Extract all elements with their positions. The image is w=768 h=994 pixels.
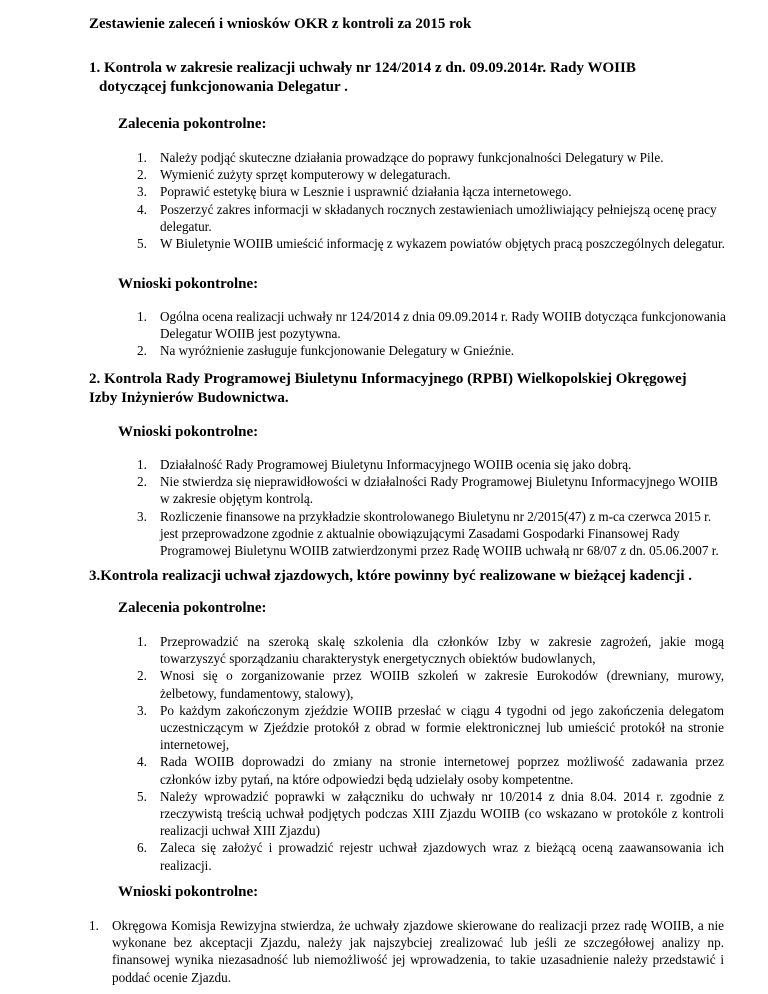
- list-item: 2. Wymienić zużyty sprzęt komputerowy w delegaturach.: [137, 167, 451, 183]
- section-1-conclusions-label: Wnioski pokontrolne:: [118, 276, 259, 292]
- list-item: 4. Poszerzyć zakres informacji w składanych rocznych zestawieniach umożliwiający pełniejszą ocenę pracy delegatur.: [137, 201, 717, 234]
- section-2-conclusions-label: Wnioski pokontrolne:: [118, 424, 259, 440]
- section-3-recommendations-list: [137, 633, 724, 874]
- list-item: 1. Działalność Rady Programowej Biuletynu Informacyjnego WOIIB ocenia się jako dobrą.: [137, 457, 632, 472]
- section-1-conclusions-list: [137, 308, 727, 360]
- list-item: 2. Wnosi się o zorganizowanie przez WOIIB szkoleń w zakresie Eurokodów (drewniany, murowy, żelbetowy, fundamentowy, stalowy),: [137, 668, 724, 701]
- list-item: 3. Poprawić estetykę biura w Lesznie i usprawnić działania łącza internetowego.: [137, 184, 572, 200]
- section-1-recommendations-label: Zalecenia pokontrolne:: [118, 116, 267, 132]
- section-3-recommendations-label: Zalecenia pokontrolne:: [118, 600, 267, 616]
- section-3-heading: 3.Kontrola realizacji uchwał zjazdowych, które powinny być realizowane w bieżącej kadencji .: [89, 568, 692, 584]
- section-3-conclusions-list: [89, 917, 724, 986]
- list-item: 6. Zaleca się założyć i prowadzić rejestr uchwał zjazdowych wraz z bieżącą oceną zaawansowania ich realizacji.: [137, 840, 724, 873]
- section-2-conclusions-list: [137, 456, 727, 559]
- list-item: 3. Rozliczenie finansowe na przykładzie skontrolowanego Biuletynu nr 2/2015(47) z m-ca czerwca 2015 r. jest przeprowadzone zgodnie z aktualnie obowiązującymi Zasadami Gospodarki Finansowej Rady Programowej Biuletynu WOIIB zatwierdzonymi przez Radę WOIIB uchwałą nr 68/07 z dn. 05.06.2007 r.: [137, 508, 719, 559]
- section-3-conclusions-label: Wnioski pokontrolne:: [118, 884, 259, 900]
- section-1-recommendations-list: [137, 149, 727, 252]
- list-item: 1. Przeprowadzić na szeroką skalę szkolenia dla członków Izby w zakresie zagrożeń, jakie mogą towarzyszyć sporządzaniu charakterystyk energetycznych obiektów budowlanych,: [137, 634, 724, 667]
- list-item: 4. Rada WOIIB doprowadzi do zmiany na stronie internetowej poprzez możliwość zadawania przez członków izby pytań, na które odpowiedzi będą udzielały osoby kompetentne.: [137, 754, 724, 787]
- list-item: 5. W Biuletynie WOIIB umieścić informację z wykazem powiatów objętych pracą poszczególnych delegatur.: [137, 236, 725, 252]
- document-title: Zestawienie zaleceń i wniosków OKR z kontroli za 2015 rok: [89, 16, 472, 32]
- list-item: 1. Okręgowa Komisja Rewizyjna stwierdza, że uchwały zjazdowe skierowane do realizacji przez radę WOIIB, a nie wykonane bez akceptacji Zjazdu, należy jak najszybciej zrealizować lub jeśli ze szczegółowej analizy np. finansowej wynika niezasadność lub niemożliwość jej wprowadzenia, to takie uzasadnienie należy przedstawić i poddać ocenie Zjazdu.: [89, 918, 724, 985]
- list-item: 5. Należy wprowadzić poprawki w załączniku do uchwały nr 10/2014 z dnia 8.04. 2014 r. zgodnie z rzeczywistą treścią uchwał podjętych podczas XIII Zjazdu WOIIB (co wskazano w protokóle z kontroli realizacji uchwał XIII Zjazdu): [137, 788, 724, 839]
- list-item: 1. Ogólna ocena realizacji uchwały nr 124/2014 z dnia 09.09.2014 r. Rady WOIIB dotycząca funkcjonowania Delegatur WOIIB jest pozytywna.: [137, 309, 726, 342]
- list-item: 1. Należy podjąć skuteczne działania prowadzące do poprawy funkcjonalności Delegatury w Pile.: [137, 150, 664, 165]
- list-item: 3. Po każdym zakończonym zjeździe WOIIB przesłać w ciągu 4 tygodni od jego zakończenia delegatom uczestniczącym w Zjeździe protokół z obrad w formie elektronicznej lub umieścić protokół na stronie internetowej,: [137, 702, 724, 753]
- section-1-heading: 1. Kontrola w zakresie realizacji uchwały nr 124/2014 z dn. 09.09.2014r. Rady WOIIB dotyczącej funkcjonowania Delegatur .: [89, 60, 636, 95]
- list-item: 2. Nie stwierdza się nieprawidłowości w działalności Rady Programowej Biuletynu Informacyjnego WOIIB w zakresie objętym kontrolą.: [137, 474, 718, 507]
- section-2-heading: 2. Kontrola Rady Programowej Biuletynu Informacyjnego (RPBI) Wielkopolskiej Okręgowej Izby Inżynierów Budownictwa.: [89, 371, 687, 406]
- list-item: 2. Na wyróżnienie zasługuje funkcjonowanie Delegatury w Gnieźnie.: [137, 343, 515, 359]
